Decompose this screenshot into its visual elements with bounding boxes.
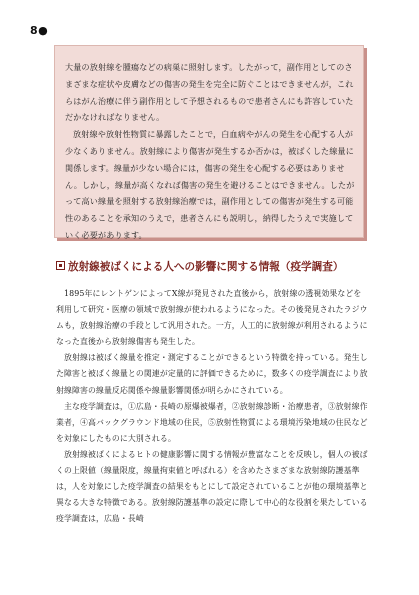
section-heading [56, 259, 376, 274]
body-paragraph: 放射線は被ばく線量を推定・測定することができるという特徴を持っている。発生した障害と被ばく線量との関連が定量的に評価できるために，数多くの疫学調査により放射線障害の線量反応関係や線量影響関係が明らかにされている。 [56, 353, 368, 395]
body-paragraph: 主な疫学調査は，①広島・長崎の原爆被爆者，②放射線診断・治療患者，③放射線作業者，④高バックグラウンド地域の住民，⑤放射性物質による環境汚染地域の住民などを対象にしたものに大別される。 [56, 401, 368, 443]
square-bullet-icon [56, 261, 65, 270]
body-text [56, 286, 369, 527]
body-paragraph: 1895年にレントゲンによってX線が発見された直後から，放射線の透視効果などを利用して研究・医療の領域で放射線が使われるようになった。その後発見されたラジウムも，放射線治療の手段として汎用された。一方，人工的に放射線が利用されるようになった直後から放射線傷害も発生した。 [56, 289, 368, 347]
box-paragraph: 大量の放射線を腫瘍などの病巣に照射します。したがって，副作用としてのさまざまな症状や皮膚などの傷害の発生を完全に防ぐことはできませんが，これらはがん治療に伴う副作用として予想されるもので患者さんにも許容していただかなければなりません。 [65, 62, 354, 123]
box-paragraph: 放射線や放射性物質に暴露したことで，白血病やがんの発生を心配する人が少なくありません。放射線により傷害が発生するか否かは，被ばくした線量に関係します。線量が少ない場合には，傷害の発生を心配する必要はありません。しかし，線量が高くなれば傷害の発生を避けることはできません。したがって高い線量を照射する放射線治療では，副作用としての傷害が発生する可能性のあることを承知のうえで，患者さんにも説明し，納得したうえで実施していく必要があります。 [65, 129, 355, 240]
highlight-box [54, 45, 364, 238]
page-number: 8● [30, 24, 49, 37]
body-paragraph: 放射線被ばくによるヒトの健康影響に関する情報が豊富なことを反映し，個人の被ばくの上限値（線量限度，線量拘束値と呼ばれる）を含めたさまざまな放射線防護基準は，人を対象にした疫学調査の結果をもとにして設定されていることが他の環境基準と異なる大きな特徴である。放射線防護基準の設定に際して中心的な役割を果たしている疫学調査は，広島・長崎 [56, 449, 368, 524]
section-heading-text: 放射線被ばくによる人への影響に関する情報（疫学調査） [68, 261, 344, 273]
